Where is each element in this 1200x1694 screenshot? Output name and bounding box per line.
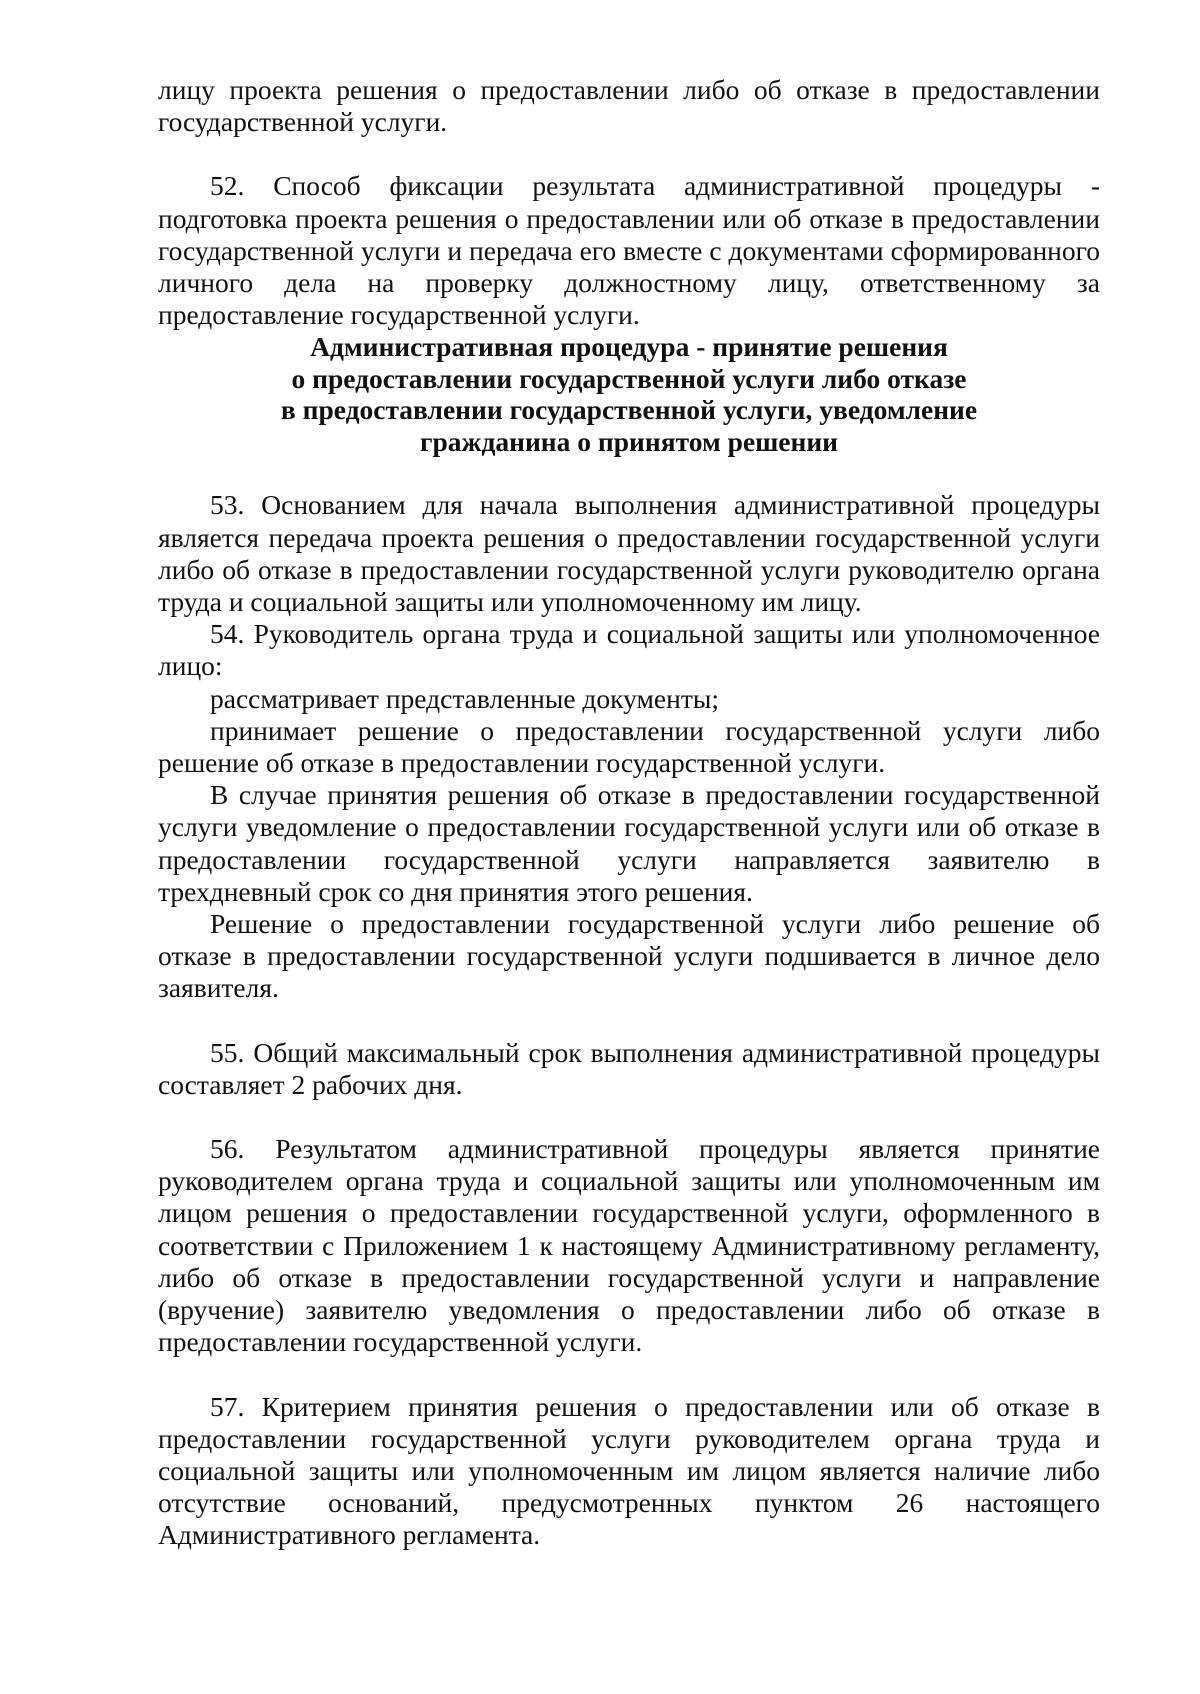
paragraph-57: 57. Критерием принятия решения о предоставлении или об отказе в предоставлении государственной услуги руководителем органа труда и социальной защиты или уполномоченным им лицом является наличие либо отсутствие оснований, предусмотренных пунктом 26 настоящего Административного регламента. xyxy=(158,1390,1100,1551)
paragraph-54-item-a: рассматривает представленные документы; xyxy=(210,682,719,714)
section-heading-line: Административная процедура - принятие решения xyxy=(310,331,948,363)
document-page xyxy=(158,74,1100,1552)
paragraph-52: 52. Способ фиксации результата административной процедуры - подготовка проекта решения о предоставлении или об отказе в предоставлении государственной услуги и передача его вместе с документами сформированного личного дела на проверку должностному лицу, ответственному за предоставление государственной услуги. xyxy=(158,170,1100,331)
paragraph-54: 54. Руководитель органа труда и социальной защиты или уполномоченное лицо: xyxy=(158,618,1100,682)
section-heading-line: в предоставлении государственной услуги, уведомление xyxy=(280,394,978,426)
paragraph-intro: лицу проекта решения о предоставлении либо об отказе в предоставлении государственной услуги. xyxy=(158,74,1100,138)
section-heading xyxy=(158,331,1100,457)
paragraph-56: 56. Результатом административной процедуры является принятие руководителем органа труда и социальной защиты или уполномоченным им лицом решения о предоставлении государственной услуги, оформленного в соответствии с Приложением 1 к настоящему Административному регламенту, либо об отказе в предоставлении государственной услуги и направление (вручение) заявителю уведомления о предоставлении либо об отказе в предоставлении государственной услуги. xyxy=(158,1133,1100,1358)
paragraph-54-item-d: Решение о предоставлении государственной услуги либо решение об отказе в предоставлении государственной услуги подшивается в личное дело заявителя. xyxy=(158,908,1100,1004)
paragraph-54-item-c: В случае принятия решения об отказе в предоставлении государственной услуги уведомление о предоставлении государственной услуги или об отказе в предоставлении государственной услуги направляется заявителю в трехдневный срок со дня принятия этого решения. xyxy=(158,779,1100,907)
paragraph-54-item-b: принимает решение о предоставлении государственной услуги либо решение об отказе в предоставлении государственной услуги. xyxy=(158,714,1100,779)
paragraph-55: 55. Общий максимальный срок выполнения административной процедуры составляет 2 рабочих дня. xyxy=(158,1036,1100,1100)
section-heading-line: о предоставлении государственной услуги либо отказе xyxy=(291,362,967,394)
section-heading-line: гражданина о принятом решении xyxy=(419,425,839,457)
paragraph-53: 53. Основанием для начала выполнения административной процедуры является передача проекта решения о предоставлении государственной услуги либо об отказе в предоставлении государственной услуги руководителю органа труда и социальной защиты или уполномоченному им лицу. xyxy=(158,489,1100,618)
